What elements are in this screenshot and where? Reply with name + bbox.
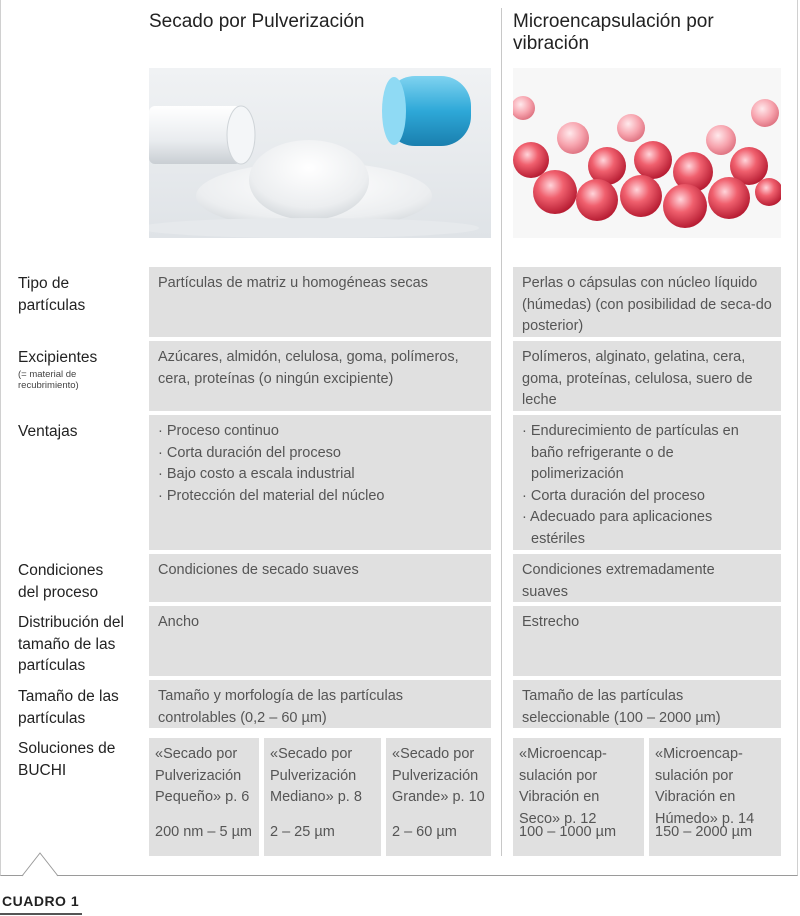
- advantage-item: · Corta duración del proceso: [522, 487, 705, 504]
- cell-process-conditions-vibration: Condiciones extremadamente suaves: [513, 554, 781, 602]
- solution-range: 2 – 25 µm: [270, 824, 335, 841]
- row-label-excipients: [18, 347, 136, 391]
- table-caption: CUADRO 1: [2, 893, 80, 909]
- solution-name: «Secado por Pulverización Pequeño» p. 6: [155, 746, 250, 806]
- powder-and-capsule-photo: [149, 68, 491, 238]
- frame-pointer: [22, 852, 58, 877]
- advantage-item: · Endurecimiento de partículas en baño refrigerante o de polimerización: [522, 423, 739, 483]
- excipients-label: Excipientes: [18, 349, 98, 366]
- cell-size-distribution-spray: Ancho: [149, 606, 491, 676]
- column-divider: [501, 8, 502, 856]
- cell-advantages-spray: [149, 415, 491, 550]
- advantage-item: · Adecuado para aplicaciones estériles: [522, 509, 713, 547]
- cell-particle-size-vibration: Tamaño de las partículas seleccionable (100 – 2000 µm): [513, 680, 781, 728]
- advantage-item: · Protección del material del núcleo: [158, 487, 385, 504]
- advantage-item: · Bajo costo a escala industrial: [158, 466, 355, 483]
- column-header-vibration: Microencapsulación por vibración: [513, 11, 714, 54]
- caption-underline: [0, 913, 82, 915]
- solution-range: 100 – 1000 µm: [519, 824, 617, 841]
- solution-spray-medium: [264, 738, 381, 856]
- cell-process-conditions-spray: Condiciones de secado suaves: [149, 554, 491, 602]
- solution-range: 150 – 2000 µm: [655, 824, 753, 841]
- row-label-size-distribution: Distribución del tamaño de las partículas: [18, 614, 124, 674]
- cell-advantages-vibration: [513, 415, 781, 550]
- beads-image: [513, 68, 781, 238]
- solution-name: «Microencap-sulación por Vibración en Húmedo» p. 14: [655, 746, 755, 827]
- solution-spray-small: [149, 738, 259, 856]
- red-beads-photo: [513, 68, 781, 238]
- column-header-spray: Secado por Pulverización: [149, 11, 365, 32]
- excipients-sublabel: (= material de recubrimiento): [18, 368, 79, 391]
- solution-vibration-dry: [513, 738, 644, 856]
- cell-particle-size-spray: Tamaño y morfología de las partículas controlables (0,2 – 60 µm): [149, 680, 491, 728]
- solution-range: 200 nm – 5 µm: [155, 824, 253, 841]
- solution-name: «Microencap-sulación por Vibración en Seco» p. 12: [519, 746, 607, 827]
- cell-excipients-spray: Azúcares, almidón, celulosa, goma, polímeros, cera, proteínas (o ningún excipiente): [149, 341, 491, 411]
- cell-size-distribution-vibration: Estrecho: [513, 606, 781, 676]
- row-label-buchi-solutions: Soluciones de BUCHI: [18, 740, 116, 779]
- powder-image: [149, 68, 491, 238]
- cell-excipients-vibration: Polímeros, alginato, gelatina, cera, goma, proteínas, celulosa, suero de leche: [513, 341, 781, 411]
- cell-particle-type-spray: Partículas de matriz u homogéneas secas: [149, 267, 491, 337]
- row-label-particle-type: Tipo de partículas: [18, 275, 86, 314]
- row-label-advantages: Ventajas: [18, 423, 78, 440]
- cell-particle-type-vibration: Perlas o cápsulas con núcleo líquido (húmedas) (con posibilidad de seca-do posterior): [513, 267, 781, 337]
- advantage-item: · Corta duración del proceso: [158, 444, 341, 461]
- advantage-item: · Proceso continuo: [158, 423, 279, 439]
- solution-name: «Secado por Pulverización Grande» p. 10: [392, 746, 485, 806]
- solution-range: 2 – 60 µm: [392, 824, 457, 841]
- row-label-particle-size: Tamaño de las partículas: [18, 688, 119, 727]
- solution-vibration-wet: [649, 738, 781, 856]
- row-label-process-conditions: Condiciones del proceso: [18, 562, 104, 601]
- solution-spray-large: [386, 738, 491, 856]
- solution-name: «Secado por Pulverización Mediano» p. 8: [270, 746, 362, 806]
